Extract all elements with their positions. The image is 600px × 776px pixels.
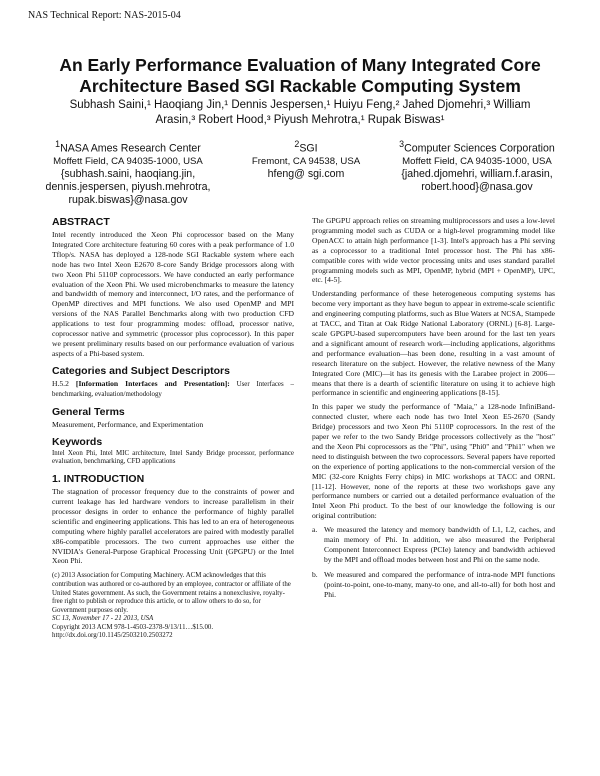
paragraph: Understanding performance of these heterogeneous computing systems has become very important as they have begun to appear in extreme-scale scientific and engineering computing platforms, such as Blue Waters at NCSA, Stampede at TACC, and Titan at Oak Ridge National Laboratory (ORNL) [6-8]. Large-scale GPGPU-based supercomputers have been around for the last ten years and a significant amount of research work—including applications, algorithms and performance evaluation—has been done, resulting in a vast amount of research literature on the subject. However, the relative newness of the Many Integrated Core (MIC)—it has its genesis with the Larabee project in 2006—means that there is a dearth of scientific literature on using it to achieve high performance in scientific and engineering applications [8-15]. (312, 289, 555, 398)
copyright-block (52, 572, 294, 641)
list-item (312, 525, 555, 565)
isbn-line: Copyright 2013 ACM 978-1-4503-2378-9/13/11…$15.00. (52, 623, 214, 631)
affiliation-nasa (18, 138, 238, 207)
keywords-text: Intel Xeon Phi, Intel MIC architecture, Intel Sandy Bridge processor, performance evaluation, benchmarking, CFD applications (52, 449, 294, 466)
aff-city: Fremont, CA 94538, USA (251, 155, 361, 167)
categories-text (52, 379, 294, 400)
aff-email: hfeng@ sgi.com (267, 167, 345, 180)
categories-heading: Categories and Subject Descriptors (52, 364, 230, 377)
title-line-1: An Early Performance Evaluation of Many Integrated Core (59, 55, 541, 75)
title-line-2: Architecture Based SGI Rackable Computing System (79, 76, 521, 96)
aff-city: Moffett Field, CA 94035-1000, USA (53, 155, 203, 167)
aff-email: rupak.biswas}@nasa.gov (68, 193, 188, 206)
paragraph: The GPGPU approach relies on streaming multiprocessors and uses a low-level programming model such as CUDA or a high-level programming model like OpenACC to attain high performance [1-3]. Intel's approach has a Phi serving as a coprocessor to a traditional Intel processor host. The Phi has x86-compatible cores with wide vector processing units and uses standard parallel programming models such as MPI, OpenMP, hybrid (MPI + OpenMP), UPC, etc. [4-5]. (312, 216, 555, 285)
aff-name: SGI (299, 142, 318, 155)
aff-name: NASA Ames Research Center (60, 142, 201, 155)
aff-city: Moffett Field, CA 94035-1000, USA (402, 155, 552, 167)
contribution-list (312, 525, 555, 599)
aff-sup: 2 (294, 139, 300, 149)
paragraph: In this paper we study the performance of "Maia," a 128-node InfiniBand-connected cluster, where each node has two Intel Xeon E5-2670 (Sandy Bridge) processors and two Xeon Phi 5110P coprocessors. In the rest of the paper we refer to the two Sandy Bridge processors collectively as the "host" and the Xeon Phi coprocessors as the "Phi", using "Phi0" and "Phi1" when we need to distinguish between the two coprocessors. Several papers have reported on the experience of porting applications to the non-commercial version of the MIC (32-core Knights Ferry chips) in MIC workshops at TACC and ORNL [11-12]. However, none of the reports at these two workshops gave any performance numbers or carried out a detailed performance evaluation of the Intel Xeon Phi product. To the best of our knowledge the following is our original contribution: (312, 402, 555, 521)
left-column (52, 216, 294, 641)
copyright-text: (c) 2013 Association for Computing Machinery. ACM acknowledges that this contribution was authored or co-authored by an employee, contractor or affiliate of the United States government. As such, the Government retains a nonexclusive, royalty-free right to publish or reproduce this article, or to allow others to do so, for Government purposes only. (52, 572, 291, 614)
abstract-text: Intel recently introduced the Xeon Phi coprocessor based on the Many Integrated Core architecture featuring 60 cores with a peak performance of 1.0 Tflop/s. NASA has deployed a 128-node SGI Rackable system where each node has two Intel Xeon E2670 8-core Sandy Bridge processors along with two Xeon Phi 5110P coprocessors. We have conducted an early performance evaluation of the Xeon Phi. We used microbenchmarks to measure the latency and bandwidth of memory and interconnect, I/O rates, and the performance of OpenMP directives and MPI functions. We also used OpenMP and MPI versions of the NAS Parallel Benchmarks along with two production CFD applications to test four programming modes: offload, processor native, coprocessor native and symmetric (processor plus coprocessor). In this paper we present preliminary results based on our performance evaluation of various aspects of a Phi-based system. (52, 230, 294, 358)
authors-line-1: Subhash Saini,¹ Haoqiang Jin,¹ Dennis Jespersen,¹ Huiyu Feng,² Jahed Djomehri,³ William (69, 99, 531, 111)
aff-email: robert.hood}@nasa.gov (421, 180, 533, 193)
intro-text: The stagnation of processor frequency due to the constraints of power and current leakage has led hardware vendors to increase parallelism in their processor designs in order to enhance the performance of highly parallel scientific and engineering applications. This has led to an era of heterogeneous computing where highly parallel accelerators are paired with modestly parallel x86-compatible processors. The two current approaches use either the NVIDIA's General-Purpose Graphical Processing Unit (GPGPU) or the Intel Xeon Phi. (52, 487, 294, 566)
aff-email: {jahed.djomehri, william.f.arasin, (401, 167, 553, 180)
doi-link[interactable]: http://dx.doi.org/10.1145/2503210.2503272 (52, 632, 173, 640)
aff-email: {subhash.saini, haoqiang.jin, (60, 167, 196, 180)
abstract-heading: ABSTRACT (52, 216, 110, 228)
aff-sup: 1 (55, 139, 61, 149)
terms-text: Measurement, Performance, and Experimentation (52, 419, 204, 429)
aff-sup: 3 (399, 139, 405, 149)
list-marker: a. (312, 525, 318, 535)
right-column (312, 216, 555, 605)
paper-title (18, 55, 582, 97)
affiliation-csc (372, 138, 582, 194)
affiliation-sgi (232, 138, 380, 181)
authors-line-2: Arasin,³ Robert Hood,³ Piyush Mehrotra,¹ Rupak Biswas¹ (155, 114, 445, 126)
keywords-heading: Keywords (52, 435, 103, 448)
list-text: We measured and compared the performance of intra-node MPI functions (point-to-point, one-to-many, many-to one, and all-to-all) for both host and Phi. (324, 569, 555, 599)
aff-email: dennis.jespersen, piyush.mehrotra, (45, 180, 211, 193)
list-marker: b. (312, 569, 318, 579)
conference-line: SC 13, November 17 - 21 2013, USA (52, 615, 154, 623)
report-label: NAS Technical Report: NAS-2015-04 (28, 10, 181, 21)
cat-rest: User Interfaces – benchmarking, evaluation/methodology (52, 380, 294, 399)
list-text: We measured the latency and memory bandwidth of L1, L2, caches, and main memory of Phi. In addition, we also measured the Peripheral Component Interconnect Express (PCIe) latency and bandwidth achieved by the MPI and offload modes between host and Phi on the same node. (324, 525, 555, 564)
cat-code: H.5.2 (52, 378, 76, 388)
author-list (30, 98, 570, 128)
terms-heading: General Terms (52, 405, 125, 418)
intro-heading: 1. INTRODUCTION (52, 473, 145, 486)
list-item (312, 570, 555, 600)
cat-bold: [Information Interfaces and Presentation]: (75, 378, 230, 388)
aff-name: Computer Sciences Corporation (404, 142, 555, 155)
